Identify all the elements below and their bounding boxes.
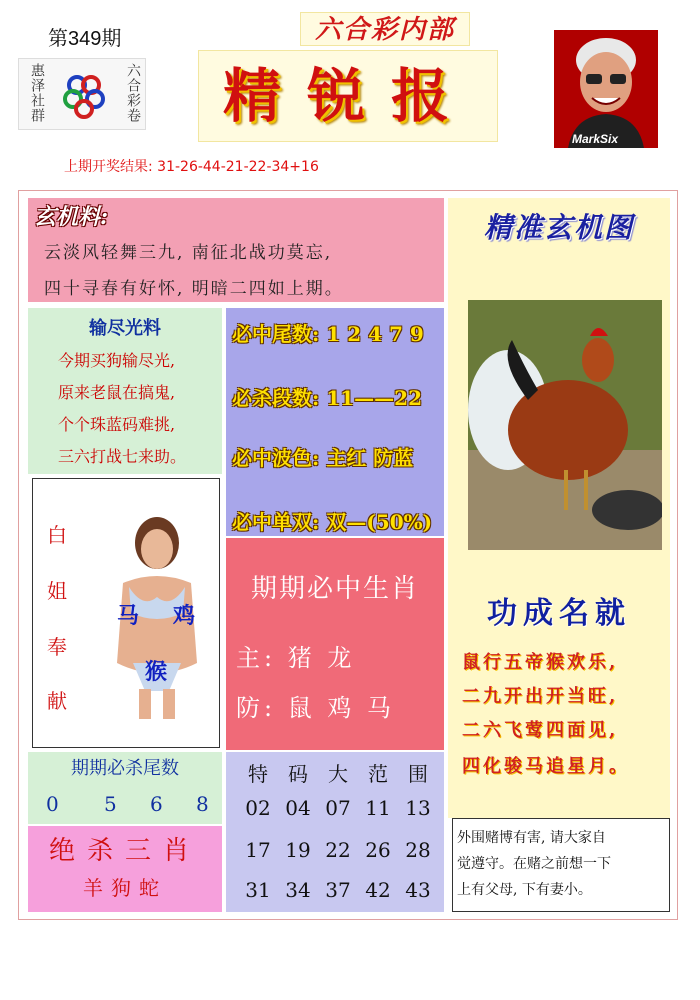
gift-overlay-1: 马 bbox=[117, 603, 140, 629]
special-number: 11 bbox=[365, 796, 391, 820]
shuji-panel bbox=[28, 308, 222, 474]
rooster-image bbox=[468, 300, 662, 550]
portrait-watermark: MarkSix bbox=[572, 132, 619, 146]
special-header-cell: 特 bbox=[248, 762, 268, 786]
special-number: 13 bbox=[405, 796, 431, 820]
rooster-photo bbox=[468, 300, 662, 550]
special-number: 07 bbox=[325, 796, 351, 820]
predictions-panel bbox=[226, 308, 444, 536]
kill-tail-panel bbox=[28, 752, 222, 824]
special-header-cell: 范 bbox=[368, 762, 388, 786]
special-header-cell: 码 bbox=[288, 762, 308, 786]
shuji-line-3: 个个珠蓝码难挑, bbox=[58, 415, 176, 434]
logo-right-text: 六合彩卷 bbox=[125, 63, 141, 123]
prediction-tail: 必中尾数: 1 2 4 7 9 bbox=[232, 322, 424, 346]
gongcheng-line-3: 二六飞莺四面见, bbox=[462, 720, 619, 741]
model-image bbox=[93, 513, 217, 719]
special-number: 02 bbox=[245, 796, 271, 820]
kill-three-title: 绝杀三肖 bbox=[48, 836, 201, 866]
xuanji-line-1: 云淡风轻舞三九, 南征北战功莫忘, bbox=[44, 243, 333, 263]
special-number: 22 bbox=[325, 838, 351, 862]
gift-side-char-1: 白 bbox=[47, 523, 67, 547]
prediction-single: 必中单双: 双—(50%) bbox=[232, 510, 433, 534]
header-subtitle: 六合彩内部 bbox=[300, 12, 470, 46]
shuji-line-4: 三六打战七来助。 bbox=[58, 447, 187, 466]
special-number: 04 bbox=[285, 796, 311, 820]
header-title-banner bbox=[198, 50, 498, 142]
portrait bbox=[554, 30, 658, 148]
gift-side-char-4: 献 bbox=[47, 689, 67, 713]
xuanji-panel bbox=[28, 198, 444, 302]
kill-tail-digit-2: 5 bbox=[104, 792, 117, 816]
special-panel bbox=[226, 752, 444, 912]
prediction-wave: 必中波色: 主红 防蓝 bbox=[232, 446, 414, 470]
notice-line-3: 上有父母, 下有妻小。 bbox=[457, 882, 592, 898]
last-result: 上期开奖结果: 31-26-44-21-22-34+16 bbox=[64, 159, 319, 175]
zodiac-main: 主: 猪 龙 bbox=[236, 644, 356, 672]
special-header-cell: 围 bbox=[408, 762, 428, 786]
zodiac-title: 期期必中生肖 bbox=[250, 574, 419, 604]
special-number: 17 bbox=[245, 838, 271, 862]
special-number: 42 bbox=[365, 878, 391, 902]
kill-three-animals: 羊狗蛇 bbox=[83, 876, 167, 900]
zodiac-panel bbox=[226, 538, 444, 750]
special-row-2 bbox=[238, 838, 438, 862]
shuji-line-2: 原来老鼠在搞鬼, bbox=[58, 383, 176, 402]
kill-tail-digit-4: 8 bbox=[196, 792, 209, 816]
special-number: 19 bbox=[285, 838, 311, 862]
gift-side-char-3: 奉 bbox=[47, 635, 67, 659]
special-number: 34 bbox=[285, 878, 311, 902]
notice-panel bbox=[452, 818, 670, 912]
notice-line-1: 外围赌博有害, 请大家自 bbox=[457, 830, 606, 846]
kill-tail-title: 期期必杀尾数 bbox=[71, 758, 179, 779]
issue-number: 第349期 bbox=[48, 28, 122, 50]
kill-three-panel bbox=[28, 826, 222, 912]
logo-rings-icon bbox=[57, 69, 111, 123]
kill-tail-digit-3: 6 bbox=[150, 792, 163, 816]
gift-side-char-2: 姐 bbox=[47, 579, 67, 603]
shuji-title: 输尽光料 bbox=[89, 318, 161, 339]
notice-line-2: 觉遵守。在赌之前想一下 bbox=[457, 856, 611, 872]
special-number: 37 bbox=[325, 878, 351, 902]
gongcheng-line-2: 二九开出开当旺, bbox=[462, 686, 619, 707]
kill-tail-digit-1: 0 bbox=[46, 792, 59, 816]
xuanji-title: 玄机料: bbox=[34, 204, 109, 230]
special-number: 31 bbox=[245, 878, 271, 902]
special-number: 28 bbox=[405, 838, 431, 862]
special-number: 26 bbox=[365, 838, 391, 862]
gongcheng-line-4: 四化骏马追星月。 bbox=[462, 756, 630, 777]
logo-left-text: 惠泽社群 bbox=[29, 63, 45, 123]
logo bbox=[18, 58, 146, 130]
special-header-row bbox=[238, 758, 438, 787]
gongcheng-title: 功成名就 bbox=[487, 596, 631, 631]
gongcheng-line-1: 鼠行五帝猴欢乐, bbox=[462, 652, 619, 673]
header-title: 精锐报 bbox=[222, 62, 475, 130]
xuanji-line-2: 四十寻春有好怀, 明暗二四如上期。 bbox=[44, 279, 344, 299]
prediction-kill: 必杀段数: 11——22 bbox=[232, 386, 423, 410]
portrait-image bbox=[554, 30, 658, 148]
special-row-1 bbox=[238, 796, 438, 820]
special-number: 43 bbox=[405, 878, 431, 902]
gift-overlay-2: 鸡 bbox=[173, 603, 196, 629]
gift-overlay-3: 猴 bbox=[145, 659, 168, 685]
shuji-line-1: 今期买狗输尽光, bbox=[58, 351, 176, 370]
special-header-cell: 大 bbox=[328, 762, 348, 786]
jingzhun-title: 精准玄机图 bbox=[483, 211, 634, 244]
special-row-3 bbox=[238, 878, 438, 902]
gift-panel bbox=[32, 478, 220, 748]
zodiac-guard: 防: 鼠 鸡 马 bbox=[236, 694, 395, 722]
